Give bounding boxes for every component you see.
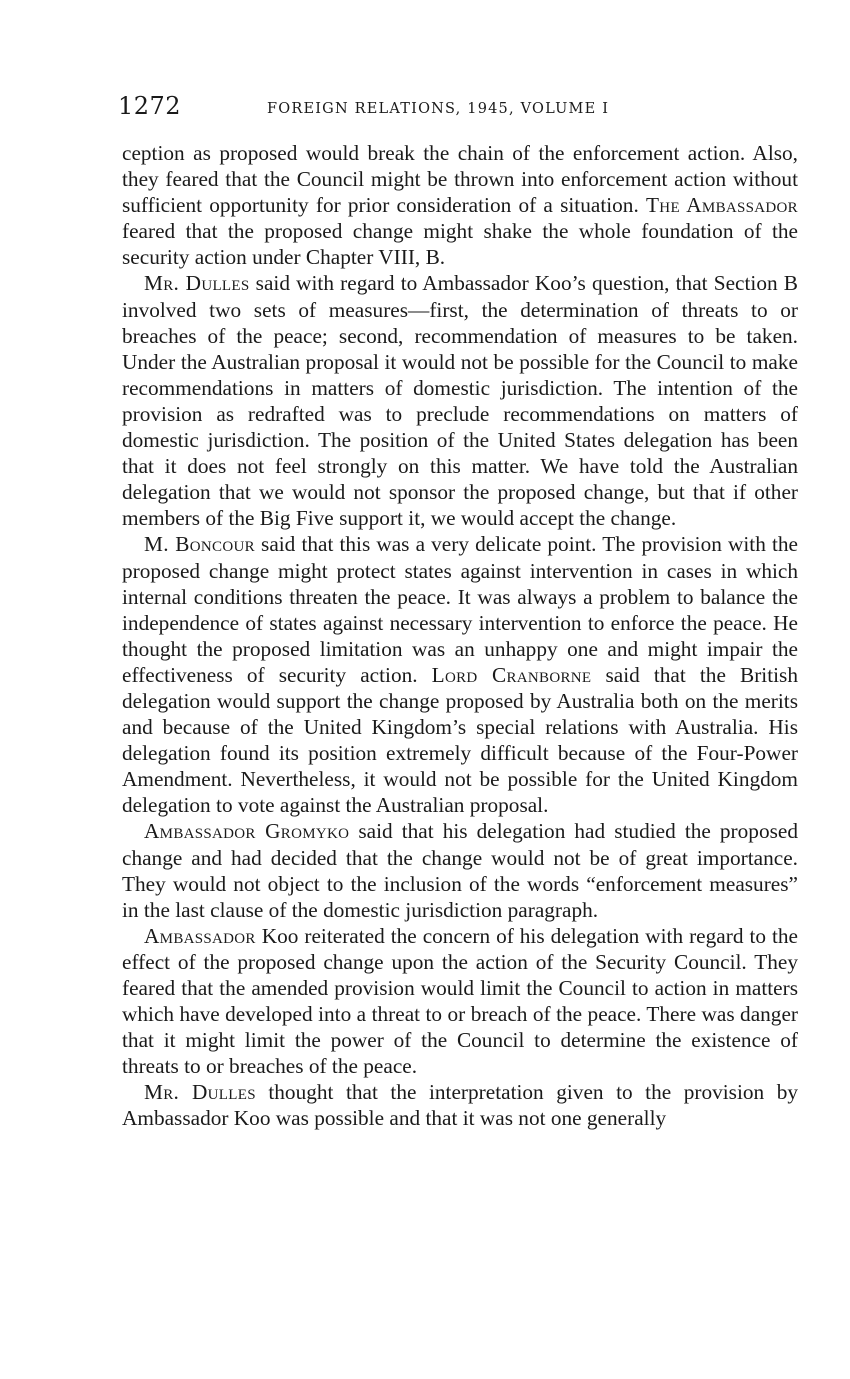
speaker-name: Ambassador Gromyko bbox=[144, 819, 350, 844]
speaker-name: The Ambassador bbox=[646, 193, 798, 218]
paragraph-text: ception as proposed would break the chain of the enforcement action. Also, they feared that the Council might be thrown into enforcement action without sufficient opportunity for prior consideration of a situation. bbox=[122, 141, 798, 218]
paragraph-text: feared that the proposed change might shake the whole foundation of the security action under Chapter VIII, B. bbox=[122, 219, 798, 270]
paragraph-2 bbox=[122, 270, 798, 531]
page-number: 1272 bbox=[118, 92, 182, 120]
speaker-name: Mr. Dulles bbox=[144, 1080, 256, 1105]
paragraph-text: said that this was a very delicate point. The provision with the proposed change might protect states against intervention in cases in which internal conditions threaten the peace. It was always a problem to balance the independence of states against necessary intervention to enforce the peace. He thought the proposed limitation was an unhappy one and might impair the effectiveness of security action. bbox=[122, 532, 798, 687]
paragraph-text: said that his delegation had studied the proposed change and had decided that the change would not be of great importance. They would not object to the inclusion of the words “enforcement measures” in the last clause of the domestic jurisdiction paragraph. bbox=[122, 819, 798, 922]
document-page bbox=[118, 92, 798, 1132]
paragraph-text: said that the British delegation would support the change proposed by Australia both on the merits and because of the United Kingdom’s special relations with Australia. His delegation found its position extremely difficult because of the Four-Power Amendment. Nevertheless, it would not be possible for the United Kingdom delegation to vote against the Australian proposal. bbox=[122, 662, 798, 818]
body-text bbox=[122, 140, 798, 1132]
speaker-name: M. Boncour bbox=[144, 532, 255, 557]
running-head: FOREIGN RELATIONS, 1945, VOLUME I bbox=[267, 101, 610, 117]
paragraph-4 bbox=[122, 818, 798, 922]
paragraph-3 bbox=[122, 531, 798, 818]
paragraph-text: said with regard to Ambassador Koo’s question, that Section B involved two sets of measures—first, the determination of threats to or breaches of the peace; second, recommendation of measures to be taken. Under the Australian proposal it would not be possible for the Council to make recommendations in matters of domestic jurisdiction. The intention of the provision as redrafted was to preclude recommendations on matters of domestic jurisdiction. The position of the United States delegation has been that it does not feel strongly on this matter. We have told the Australian delegation that we would not sponsor the proposed change, but that if other members of the Big Five support it, we would accept the change. bbox=[122, 271, 798, 531]
speaker-name: Mr. Dulles bbox=[144, 271, 250, 296]
speaker-name: Lord Cranborne bbox=[431, 662, 592, 687]
speaker-name: Ambassador bbox=[144, 923, 256, 948]
paragraph-text: Koo reiterated the concern of his delegation with regard to the effect of the proposed change upon the action of the Security Council. They feared that the amended provision would limit the Council to action in matters which have developed into a threat to or breach of the peace. There was danger that it might limit the power of the Council to determine the existence of threats to or breaches of the peace. bbox=[122, 923, 798, 1079]
paragraph-5 bbox=[122, 923, 798, 1080]
page-header bbox=[118, 92, 798, 126]
paragraph-text: thought that the interpretation given to the provision by Ambassador Koo was possible and that it was not one generally bbox=[122, 1080, 798, 1131]
paragraph-6 bbox=[122, 1079, 798, 1131]
paragraph-1 bbox=[122, 140, 798, 270]
